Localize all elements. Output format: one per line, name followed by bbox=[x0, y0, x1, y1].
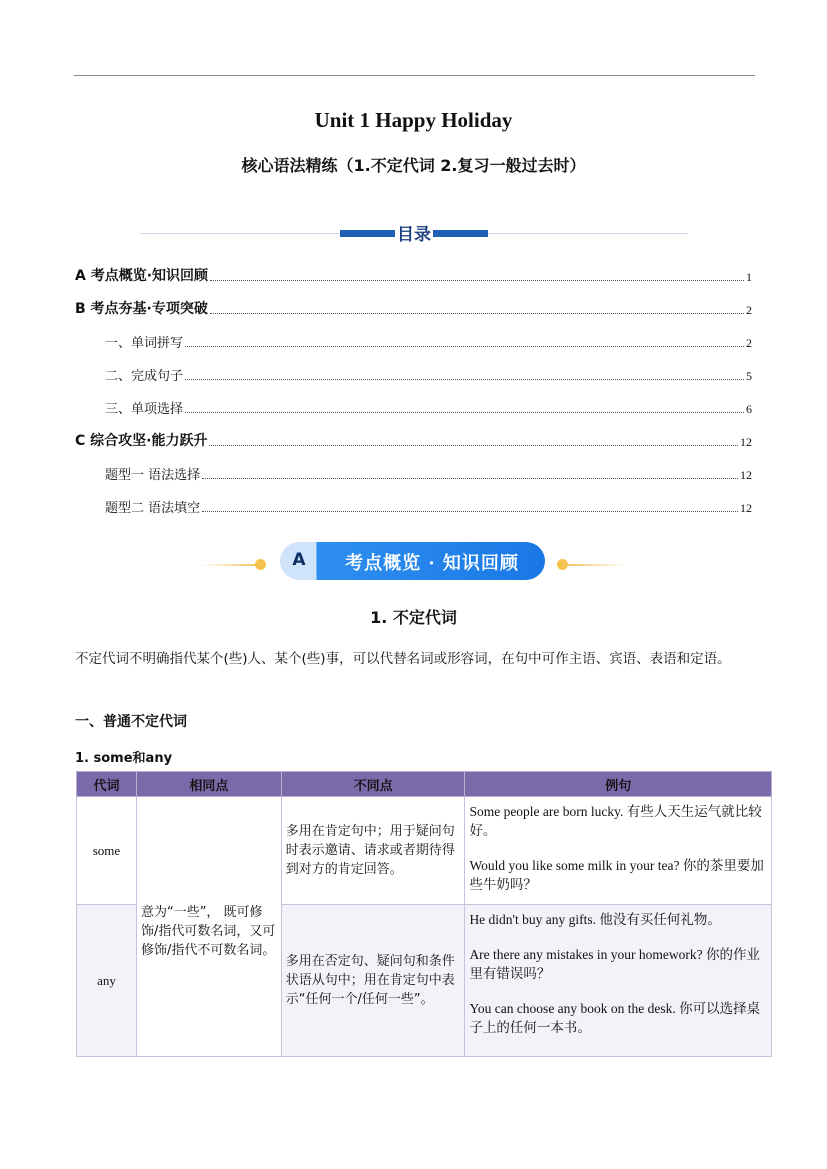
examples-cell bbox=[465, 797, 772, 905]
toc-entry-page: 12 bbox=[740, 468, 752, 482]
section-heading: 一、普通不定代词 bbox=[75, 714, 187, 730]
toc-entry-label: C 综合攻坚·能力跃升 bbox=[75, 433, 208, 449]
toc-entry-page: 6 bbox=[746, 402, 752, 416]
table-header-cell: 代词 bbox=[77, 772, 137, 797]
table-header-cell: 不同点 bbox=[281, 772, 465, 797]
pronoun-cell: some bbox=[77, 797, 137, 905]
toc-heading-line-right bbox=[488, 233, 688, 234]
toc-leader-dots bbox=[210, 313, 744, 314]
common-cell: 意为“一些”， 既可修饰/指代可数名词，又可修饰/指代不可数名词。 bbox=[136, 797, 281, 1057]
toc-heading-text: 目录 bbox=[397, 225, 431, 245]
table-of-contents bbox=[75, 258, 752, 522]
banner-line-right bbox=[563, 564, 627, 566]
table-row bbox=[77, 797, 772, 905]
toc-entry[interactable] bbox=[75, 291, 752, 324]
table-header-cell: 相同点 bbox=[136, 772, 281, 797]
section-banner bbox=[200, 540, 627, 582]
pronoun-table bbox=[76, 771, 772, 1057]
toc-entry[interactable] bbox=[75, 357, 752, 390]
toc-entry[interactable] bbox=[75, 489, 752, 522]
toc-leader-dots bbox=[202, 478, 738, 479]
toc-entry-page: 2 bbox=[746, 303, 752, 317]
toc-leader-dots bbox=[185, 346, 744, 347]
toc-entry[interactable] bbox=[75, 390, 752, 423]
banner-letter: A bbox=[292, 550, 306, 570]
toc-heading-line-left bbox=[140, 233, 340, 234]
example-sentence: Are there any mistakes in your homework? 你的作业里有错误吗？ bbox=[469, 947, 760, 981]
banner-dot-left bbox=[255, 559, 266, 570]
toc-entry-label: 二、完成句子 bbox=[105, 369, 184, 384]
pronoun-cell: any bbox=[77, 905, 137, 1057]
section-title: 1. 不定代词 bbox=[370, 608, 457, 627]
table-header-cell: 例句 bbox=[465, 772, 772, 797]
example-sentence: Some people are born lucky. 有些人天生运气就比较好。 bbox=[469, 804, 762, 838]
page-subtitle: 核心语法精练（1.不定代词 2.复习一般过去时） bbox=[241, 156, 586, 175]
table-header-row bbox=[77, 772, 772, 797]
example-sentence: You can choose any book on the desk. 你可以选择桌子上的任何一本书。 bbox=[469, 1001, 761, 1035]
toc-entry-label: 题型二 语法填空 bbox=[105, 501, 201, 516]
example-sentence: Would you like some milk in your tea? 你的茶里要加些牛奶吗？ bbox=[469, 858, 764, 892]
toc-entry-label: 三、单项选择 bbox=[105, 402, 184, 417]
toc-leader-dots bbox=[210, 280, 744, 281]
toc-leader-dots bbox=[185, 412, 744, 413]
difference-cell: 多用在肯定句中；用于疑问句时表示邀请、请求或者期待得到对方的肯定回答。 bbox=[281, 797, 465, 905]
examples-cell bbox=[465, 905, 772, 1057]
toc-entry-page: 12 bbox=[740, 435, 752, 449]
section-subheading: 1. some和any bbox=[75, 751, 173, 766]
toc-entry-label: A 考点概览·知识回顾 bbox=[75, 268, 209, 284]
toc-entry[interactable] bbox=[75, 456, 752, 489]
toc-entry[interactable] bbox=[75, 324, 752, 357]
banner-line-left bbox=[200, 564, 260, 566]
toc-entry-label: 题型一 语法选择 bbox=[105, 468, 201, 483]
difference-cell: 多用在否定句、疑问句和条件状语从句中；用在肯定句中表示“任何一个/任何一些”。 bbox=[281, 905, 465, 1057]
banner-label: 考点概览 · 知识回顾 bbox=[345, 553, 519, 574]
toc-entry-page: 2 bbox=[746, 336, 752, 350]
page-title: Unit 1 Happy Holiday bbox=[314, 108, 513, 132]
toc-entry[interactable] bbox=[75, 258, 752, 291]
toc-entry-page: 5 bbox=[746, 369, 752, 383]
toc-leader-dots bbox=[185, 379, 744, 380]
toc-entry-label: 一、单词拼写 bbox=[105, 336, 184, 351]
toc-leader-dots bbox=[209, 445, 738, 446]
section-intro: 不定代词不明确指代某个(些)人、某个(些)事，可以代替名词或形容词，在句中可作主语、宾语、表语和定语。 bbox=[75, 651, 731, 667]
toc-heading-bar-right bbox=[433, 230, 488, 237]
example-sentence: He didn't buy any gifts. 他没有买任何礼物。 bbox=[469, 912, 721, 927]
toc-heading-bar-left bbox=[340, 230, 395, 237]
toc-entry-label: B 考点夯基·专项突破 bbox=[75, 301, 208, 317]
toc-entry-page: 12 bbox=[740, 501, 752, 515]
toc-entry-page: 1 bbox=[746, 270, 752, 284]
toc-leader-dots bbox=[202, 511, 738, 512]
toc-entry[interactable] bbox=[75, 423, 752, 456]
toc-heading bbox=[140, 218, 688, 248]
header-rule bbox=[74, 75, 755, 76]
